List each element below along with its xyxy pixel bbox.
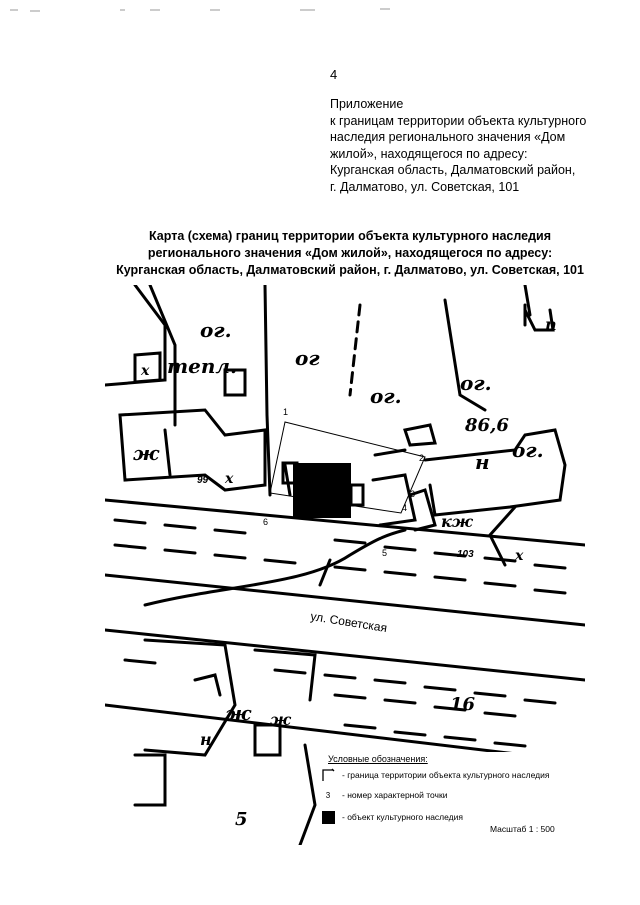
legend-text: - граница территории объекта культурного наследия xyxy=(342,770,550,780)
map-title-line: регионального значения «Дом жилой», находящегося по адресу: xyxy=(147,246,553,260)
plot-label: х xyxy=(141,363,150,379)
point-number: 4 xyxy=(402,503,408,513)
point-number: 3 xyxy=(410,489,416,499)
map-title xyxy=(100,228,600,279)
house-number: 99 xyxy=(197,475,209,486)
appendix-line: жилой», находящегося по адресу: xyxy=(330,146,528,161)
legend-item-point xyxy=(318,788,447,802)
plot-label: ж xyxy=(225,701,252,725)
boundary-line-icon xyxy=(318,768,338,782)
map-title-line: Карта (схема) границ территории объекта культурного наследия xyxy=(149,229,551,243)
plot-label: н xyxy=(200,730,212,749)
plot-label: ог xyxy=(295,346,320,370)
plot-label: х xyxy=(225,471,234,487)
appendix-line: Курганская область, Далматовский район, xyxy=(330,163,576,177)
plot-label: 86,6 xyxy=(465,415,509,436)
plot-label: ог. xyxy=(200,318,232,342)
plot-label: ог. xyxy=(460,371,492,395)
plot-label: кж xyxy=(441,512,473,531)
house-number: 103 xyxy=(457,549,474,560)
appendix-line: Приложение xyxy=(330,97,404,111)
legend-item-boundary xyxy=(318,768,549,782)
appendix-line: наследия регионального значения «Дом xyxy=(330,130,566,144)
plot-label: п xyxy=(545,315,557,334)
legend-item-object xyxy=(318,810,463,824)
plot-label: 5 xyxy=(235,809,248,830)
heritage-object xyxy=(293,463,351,518)
plot-label: 16 xyxy=(450,694,476,715)
plot-label: тепл. xyxy=(167,354,238,378)
page-number: 4 xyxy=(330,67,338,82)
point-number: 6 xyxy=(263,517,269,527)
scan-artifacts xyxy=(0,0,640,20)
street-name: ул. Советская xyxy=(309,609,389,636)
plot-label: ж xyxy=(270,710,291,729)
appendix-line: к границам территории объекта культурного xyxy=(330,113,587,128)
appendix-header xyxy=(330,96,620,195)
plot-label: ог. xyxy=(370,384,402,408)
point-number: 1 xyxy=(283,407,289,417)
legend-title: Условные обозначения: xyxy=(328,754,428,764)
point-number: 2 xyxy=(419,453,425,463)
plot-label: х xyxy=(515,548,524,564)
legend-text: - номер характерной точки xyxy=(342,790,448,800)
map-title-line: Курганская область, Далматовский район, г. Далматово, ул. Советская, 101 xyxy=(116,263,584,277)
legend-text: - объект культурного наследия xyxy=(342,812,463,822)
black-square-icon xyxy=(318,810,338,824)
appendix-line: г. Далматово, ул. Советская, 101 xyxy=(330,179,520,194)
map-scale: Масштаб 1 : 500 xyxy=(490,824,555,834)
map-legend xyxy=(318,752,596,840)
point-number-symbol: 3 xyxy=(325,790,331,800)
point-number: 5 xyxy=(382,548,388,558)
plot-label: ог. xyxy=(512,438,544,462)
plot-label: н xyxy=(475,450,490,474)
plot-label: ж xyxy=(133,441,160,465)
